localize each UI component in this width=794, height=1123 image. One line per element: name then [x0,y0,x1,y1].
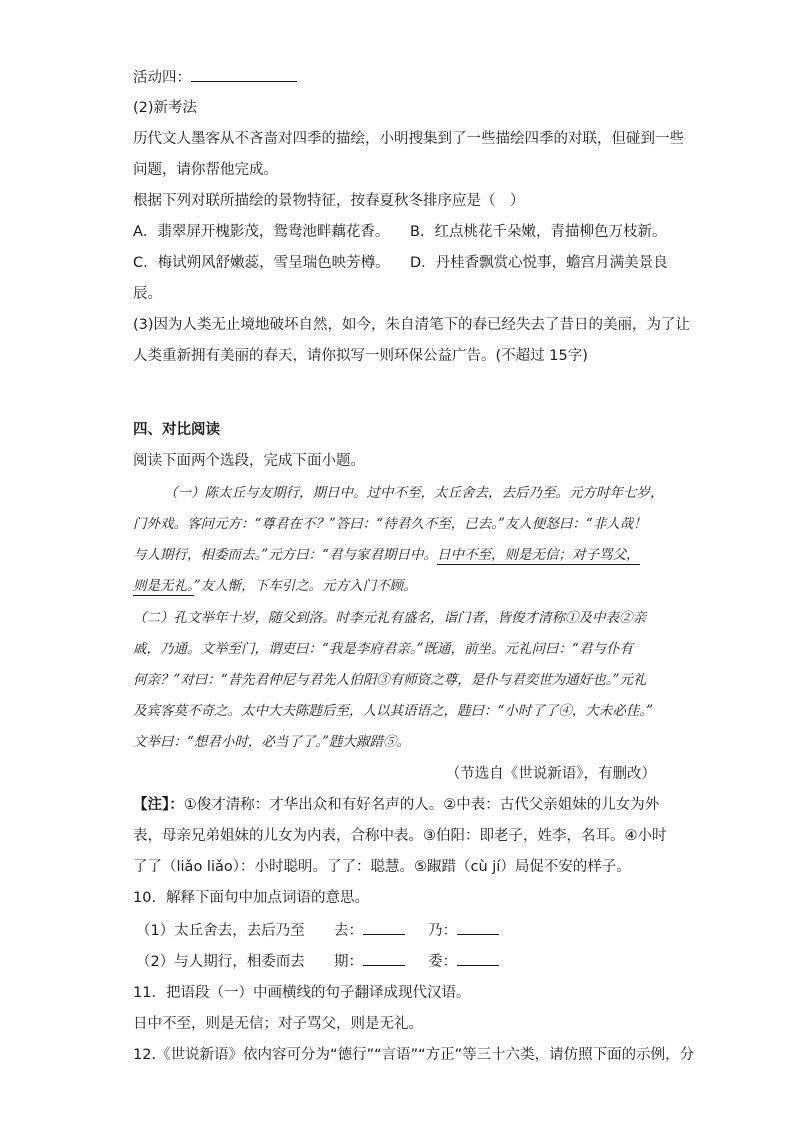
q2-intro-text-1: 历代文人墨客从不吝啬对四季的描绘，小明搜集到了一些描绘四季的对联，但碰到一些 [133,131,684,147]
passage-1-underlined-sentence-part-2: 则是无礼。 [133,578,194,594]
activity-4-label: 活动四： [133,70,191,86]
option-c[interactable]: C．梅试朔风舒嫩蕊，雪呈瑞色映芳樽。 [133,255,390,271]
passage-1-line-3 [133,545,640,565]
passage-1-line-4-plain: ”友人惭，下车引之。元方入门不顾。 [193,578,417,594]
q2-options-row-2 [133,253,673,273]
notes-text-1: ①俊才清称：才华出众和有好名声的人。②中表：古代父亲姐妹的儿女为外 [183,797,660,813]
activity-4-line [133,67,297,88]
q3-line-2: 人类重新拥有美丽的春天，请你拟写一则环保公益广告。(不超过 15字) [133,348,588,364]
passage-2-line-3: 何亲？”对曰：“昔先君仲尼与君先人伯阳③有师资之尊，是仆与君奕世为通好也。”元礼 [133,672,647,688]
notes-label: 【注】： [133,797,184,813]
q10-item-1-word-2-blank[interactable] [457,920,499,935]
option-d-continued: 辰。 [133,286,162,302]
q10-item-1-word-1-label: 去： [333,923,363,939]
q2-stem: 根据下列对联所描绘的景物特征，按春夏秋冬排序应是（ ） [133,193,525,209]
q10-item-1-word-2-label: 乃： [428,923,458,939]
option-d[interactable]: D．丹桂香飘赏心悦事，蟾宫月满美景良 [410,255,668,271]
q10-item-2 [136,951,499,972]
q3-line-1: (3)因为人类无止境地破坏自然，如今，朱自清笔下的春已经失去了昔日的美丽，为了让 [133,317,691,333]
notes-line-2: 表，母亲兄弟姐妹的儿女为内表，合称中表。③伯阳：即老子，姓李，名耳。④小时 [133,828,667,844]
option-b[interactable]: B．红点桃花千朵嫩，青描柳色万枝新。 [410,224,667,240]
q10-item-2-word-1-label: 期： [333,954,363,970]
source-citation: （节选自《世说新语》，有删改） [445,766,656,782]
passage-1-line-2: 门外戏。客问元方：“尊君在不？”答曰：“待君久不至，已去。”友人便怒曰：“非人哉！ [133,516,647,532]
q10-title: 10．解释下面句中加点词语的意思。 [133,890,369,906]
q10-item-1 [136,920,499,941]
option-a[interactable]: A．翡翠屏开槐影茂，鸳鸯池畔藕花香。 [133,224,390,240]
passage-2-line-4: 及宾客莫不奇之。太中大夫陈韪后至，人以其语语之，韪曰：“小时了了④，大未必佳。” [133,703,654,719]
q11-sentence: 日中不至，则是无信；对子骂父，则是无礼。 [133,1016,423,1032]
q2-title: (2)新考法 [133,100,198,116]
passage-2-line-1: （二）孔文举年十岁，随父到洛。时李元礼有盛名，诣门者，皆俊才清称①及中表②亲 [133,610,646,626]
notes-line-1 [133,795,659,815]
q10-item-1-word-1-blank[interactable] [363,920,405,935]
passage-1-line-1: （一）陈太丘与友期行，期日中。过中不至，太丘舍去，去后乃至。元方时年七岁， [164,485,664,501]
q2-intro-line-1 [133,129,684,149]
passage-2-line-5: 文举曰：“想君小时，必当了了。”韪大踧踖⑤。 [133,734,411,750]
section-4-instruction: 阅读下面两个选段，完成下面小题。 [133,453,365,469]
passage-2-line-2: 戚，乃通。文举至门，谓吏曰：“我是李府君亲。”既通，前坐。元礼问曰：“君与仆有 [133,641,633,657]
q10-item-2-word-2-label: 委： [428,954,458,970]
notes-line-3: 了了（liǎo liǎo）：小时聪明。了了：聪慧。⑤踧踖（cù jí）局促不安的样子。 [133,859,631,875]
q2-options-row-1 [133,222,673,242]
activity-4-answer-blank[interactable] [191,67,297,82]
passage-1-line-4 [133,576,417,596]
q10-item-2-word-2-blank[interactable] [457,951,499,966]
q2-intro-line-2: 问题，请你帮他完成。 [133,162,278,178]
q10-item-2-sentence: （2）与人期行，相委而去 [136,954,305,970]
section-4-heading: 四、对比阅读 [133,422,220,438]
passage-1-line-3-plain: 与人期行，相委而去。”元方曰：“君与家君期日中。 [133,547,438,563]
q10-item-2-word-1-blank[interactable] [363,951,405,966]
q10-item-1-sentence: （1）太丘舍去，去后乃至 [136,923,305,939]
passage-1-underlined-sentence-part-1: 日中不至，则是无信；对子骂父， [437,547,640,563]
q11-title: 11．把语段（一）中画横线的句子翻译成现代汉语。 [133,985,471,1001]
q12-title: 12.《世说新语》依内容可分为“德行”“言语”“方正”等三十六类，请仿照下面的示例，分 [133,1047,695,1063]
